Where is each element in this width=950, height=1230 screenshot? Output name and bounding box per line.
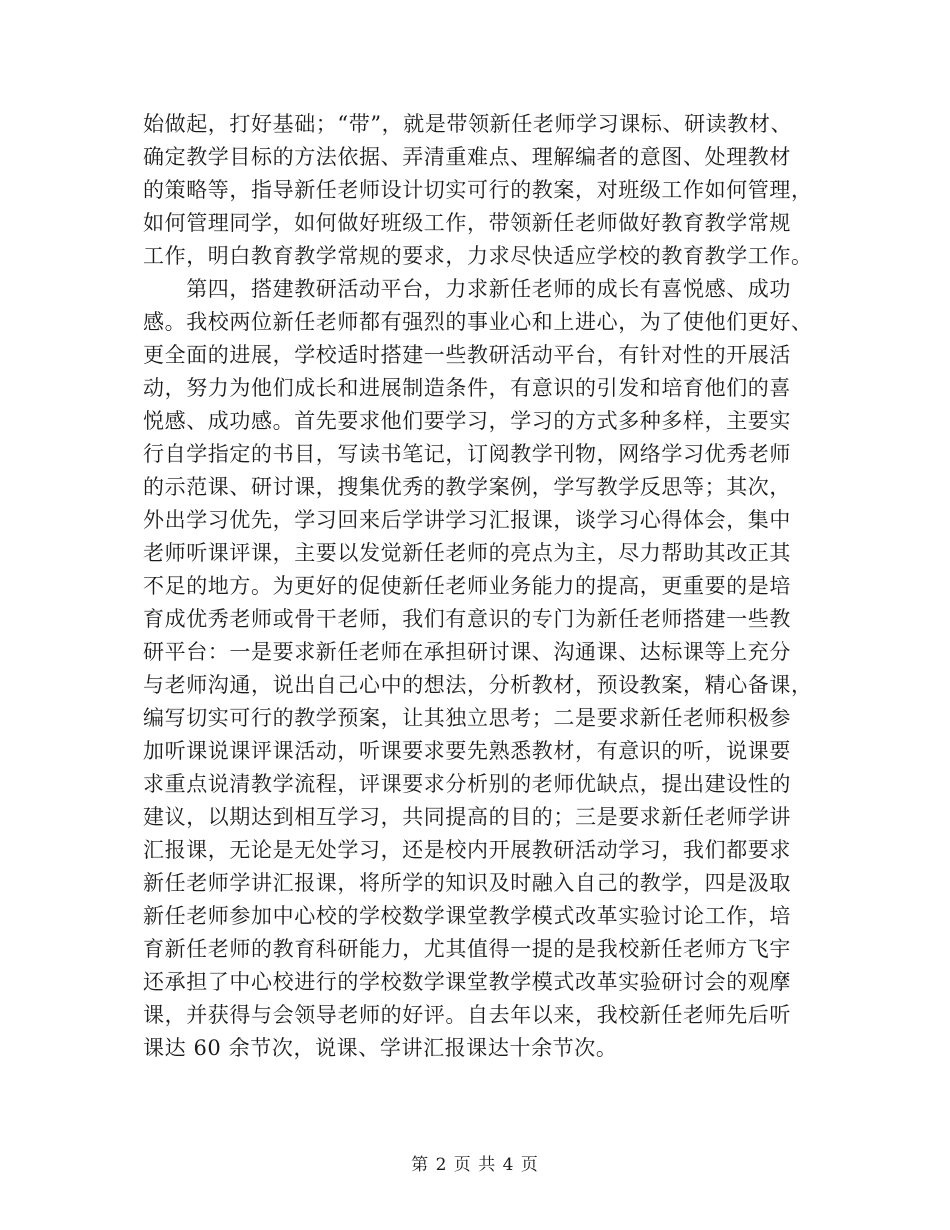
text-line: 课达 60 余节次，说课、学讲汇报课达十余节次。 [143,1036,618,1060]
text-line: 育成优秀老师或骨干老师，我们有意识的专门为新任老师搭建一些教 [143,607,791,631]
text-line: 第四，搭建教研活动平台，力求新任老师的成长有喜悦感、成功 [143,277,791,301]
text-line: 新任老师参加中心校的学校数学课堂教学模式改革实验讨论工作，培 [143,904,791,928]
text-line: 与老师沟通，说出自己心中的想法，分析教材，预设教案，精心备课， [143,673,813,697]
text-line: 不足的地方。为更好的促使新任老师业务能力的提高，更重要的是培 [143,574,791,598]
text-line: 育新任老师的教育科研能力，尤其值得一提的是我校新任老师方飞宇 [143,937,791,961]
text-line: 汇报课，无论是无处学习，还是校内开展教研活动学习，我们都要求 [143,838,791,862]
text-line: 课，并获得与会领导老师的好评。自去年以来，我校新任老师先后听 [143,1003,791,1027]
text-line: 工作，明白教育教学常规的要求，力求尽快适应学校的教育教学工作。 [143,244,813,268]
text-line: 行自学指定的书目，写读书笔记，订阅教学刊物，网络学习优秀老师 [143,442,791,466]
text-line: 编写切实可行的教学预案，让其独立思考；二是要求新任老师积极参 [143,706,791,730]
text-line: 还承担了中心校进行的学校数学课堂教学模式改革实验研讨会的观摩 [143,970,791,994]
text-line: 感。我校两位新任老师都有强烈的事业心和上进心，为了使他们更好、 [143,310,813,334]
text-line: 确定教学目标的方法依据、弄清重难点、理解编者的意图、处理教材 [143,145,791,169]
text-line: 加听课说课评课活动，听课要求要先熟悉教材，有意识的听，说课要 [143,739,791,763]
text-line: 老师听课评课，主要以发觉新任老师的亮点为主，尽力帮助其改正其 [143,541,791,565]
text-line: 悦感、成功感。首先要求他们要学习，学习的方式多种多样，主要实 [143,409,791,433]
text-line: 如何管理同学，如何做好班级工作，带领新任老师做好教育教学常规 [143,211,791,235]
text-line: 的策略等，指导新任老师设计切实可行的教案，对班级工作如何管理， [143,178,813,202]
text-line: 的示范课、研讨课，搜集优秀的教学案例，学写教学反思等；其次， [143,475,791,499]
text-line: 更全面的进展，学校适时搭建一些教研活动平台，有针对性的开展活 [143,343,791,367]
text-line: 外出学习优先，学习回来后学讲学习汇报课，谈学习心得体会，集中 [143,508,791,532]
text-line: 始做起，打好基础；“带”，就是带领新任老师学习课标、研读教材、 [143,112,793,136]
text-line: 动，努力为他们成长和进展制造条件，有意识的引发和培育他们的喜 [143,376,791,400]
text-line: 新任老师学讲汇报课，将所学的知识及时融入自己的教学，四是汲取 [143,871,791,895]
page-footer: 第 2 页 共 4 页 [411,1155,539,1175]
text-line: 建议，以期达到相互学习，共同提高的目的；三是要求新任老师学讲 [143,805,791,829]
text-line: 求重点说清教学流程，评课要求分析别的老师优缺点，提出建设性的 [143,772,791,796]
body-text [143,108,813,1065]
text-line: 研平台：一是要求新任老师在承担研讨课、沟通课、达标课等上充分 [143,640,791,664]
